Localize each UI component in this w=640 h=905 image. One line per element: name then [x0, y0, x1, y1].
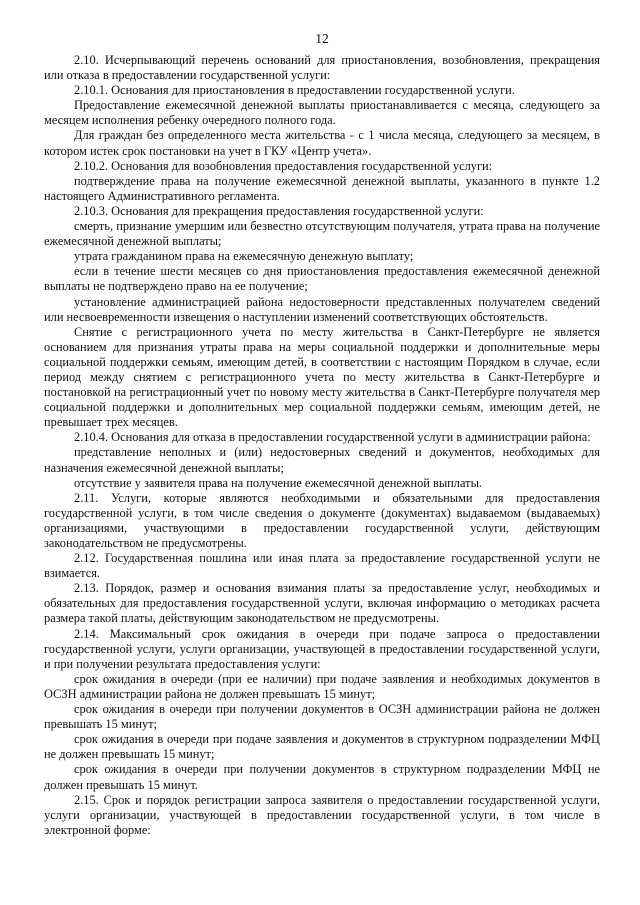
- paragraph: срок ожидания в очереди (при ее наличии) при подаче заявления и необходимых документов в ОСЗН администрации района не должен превышать 15 минут;: [44, 671, 600, 701]
- paragraph: отсутствие у заявителя права на получение ежемесячной денежной выплаты.: [74, 475, 483, 490]
- page-number: 12: [315, 31, 329, 46]
- paragraph: 2.10.1. Основания для приостановления в предоставлении государственной услуги.: [74, 83, 515, 98]
- paragraph: срок ожидания в очереди при получении документов в ОСЗН администрации района не должен превышать 15 минут;: [44, 702, 600, 732]
- paragraph: если в течение шести месяцев со дня приостановления предоставления ежемесячной денежной выплаты не подтверждено право на ее получение;: [44, 264, 600, 294]
- paragraph: Для граждан без определенного места жительства - с 1 числа месяца, следующего за месяцем, в котором истек срок постановки на учет в ГКУ «Центр учета».: [44, 128, 600, 158]
- paragraph: 2.10. Исчерпывающий перечень оснований для приостановления, возобновления, прекращения или отказа в предоставлении государственной услуги:: [44, 53, 600, 83]
- document-body: [44, 53, 600, 838]
- paragraph: установление администрацией района недостоверности представленных получателем сведений или несвоевременности извещения о наступлении изменений соответствующих обстоятельств.: [44, 294, 600, 324]
- paragraph: 2.15. Срок и порядок регистрации запроса заявителя о предоставлении государственной услуги, услуги организации, участвующей в предоставлении государственной услуги, в том числе в электронной форме:: [44, 792, 600, 837]
- paragraph: 2.11. Услуги, которые являются необходимыми и обязательными для предоставления государственной услуги, в том числе сведения о документе (документах) выдаваемом (выдаваемых) организациями, участвующими в предоставлении государственной услуги, действующим законодательством не предусмотрены.: [44, 490, 600, 550]
- paragraph: утрата гражданином права на ежемесячную денежную выплату;: [74, 249, 414, 264]
- paragraph: подтверждение права на получение ежемесячной денежной выплаты, указанного в пункте 1.2 настоящего Административного регламента.: [44, 173, 600, 203]
- paragraph: 2.10.4. Основания для отказа в предоставлении государственной услуги в администрации района:: [74, 430, 591, 445]
- paragraph: срок ожидания в очереди при подаче заявления и документов в структурном подразделении МФЦ не должен превышать 15 минут;: [44, 732, 600, 762]
- paragraph: 2.10.3. Основания для прекращения предоставления государственной услуги:: [74, 203, 484, 218]
- paragraph: 2.10.2. Основания для возобновления предоставления государственной услуги:: [74, 158, 493, 173]
- paragraph: смерть, признание умершим или безвестно отсутствующим получателя, утрата права на получение ежемесячной денежной выплаты;: [44, 219, 600, 249]
- paragraph: 2.13. Порядок, размер и основания взимания платы за предоставление услуг, необходимых и обязательных для предоставления государственной услуги, включая информацию о методиках расчета размера такой платы, действующим законодательством не предусмотрены.: [44, 581, 600, 626]
- paragraph: представление неполных и (или) недостоверных сведений и документов, необходимых для назначения ежемесячной денежной выплаты;: [44, 445, 600, 475]
- paragraph: 2.12. Государственная пошлина или иная плата за предоставление государственной услуги не взимается.: [44, 551, 600, 581]
- paragraph: 2.14. Максимальный срок ожидания в очереди при подаче запроса о предоставлении государственной услуги, услуги организации, участвующей в предоставлении государственной услуги, и при получении результата предоставления услуги:: [44, 626, 600, 671]
- paragraph: Предоставление ежемесячной денежной выплаты приостанавливается с месяца, следующего за месяцем исполнения ребенку очередного полного года.: [44, 98, 600, 128]
- paragraph: Снятие с регистрационного учета по месту жительства в Санкт-Петербурге не является основанием для признания утраты права на меры социальной поддержки и дополнительные меры социальной поддержки семьям, имеющим детей, в соответствии с настоящим Порядком в случае, если период между снятием с регистрационного учета по месту жительства в Санкт-Петербурге и постановкой на регистрационный учет по новому месту жительства в Санкт-Петербурге получателя мер социальной поддержки и дополнительных мер социальной поддержки семьям, имеющим детей, не превышает трех месяцев.: [44, 324, 600, 430]
- paragraph: срок ожидания в очереди при получении документов в структурном подразделении МФЦ не должен превышать 15 минут.: [44, 762, 600, 792]
